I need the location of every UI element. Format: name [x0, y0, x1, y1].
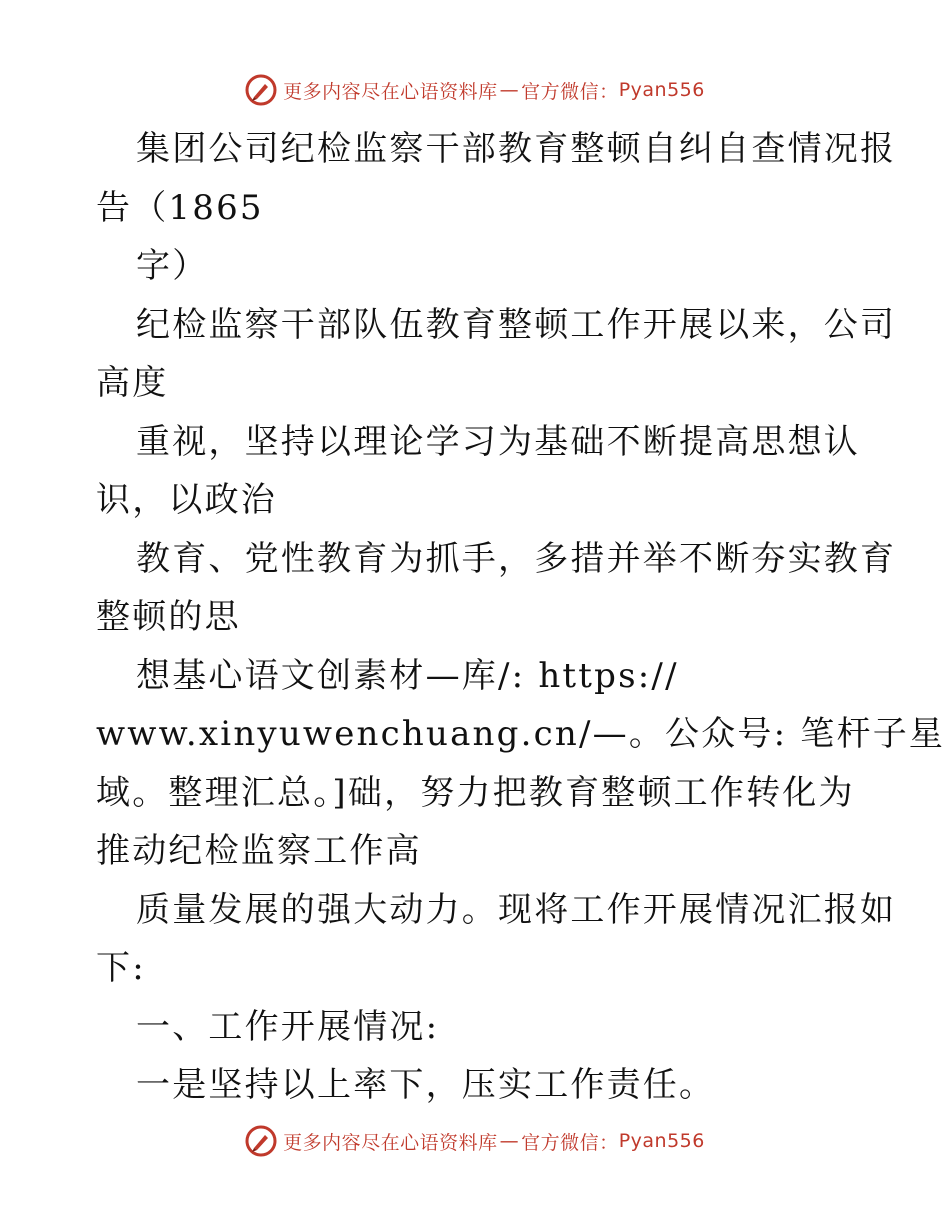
text-line: 一是坚持以上率下，压实工作责任。 — [136, 1065, 716, 1105]
watermark-dash: — — [499, 1130, 520, 1152]
text-line: 重视，坚持以理论学习为基础不断提高思想认 — [136, 421, 860, 462]
text-line: 集团公司纪检监察干部教育整顿自纠自查情况报 — [136, 129, 897, 169]
watermark-suffix: 官方微信： — [521, 80, 619, 103]
section-heading: 一、工作开展情况: — [136, 1006, 440, 1047]
text-line: 纪检监察干部队伍教育整顿工作开展以来，公司 — [136, 304, 897, 345]
pen-logo-icon — [245, 1125, 277, 1157]
watermark-handle: Pyan556 — [618, 79, 705, 101]
text-line: 识，以政治 — [96, 480, 277, 520]
text-line: 质量发展的强大动力。现将工作开展情况汇报如 — [136, 889, 897, 930]
watermark-suffix: 官方微信： — [521, 1131, 619, 1154]
text-line: 告（1865 — [96, 187, 264, 228]
text-line: 推动纪检监察工作高 — [96, 831, 422, 871]
text-line: 高度 — [96, 363, 169, 403]
text-line: 字） — [136, 246, 209, 286]
document-body — [96, 120, 946, 1115]
text-line: www.xinyuwenchuang.cn/—。公众号: 笔杆子星 — [96, 714, 946, 754]
footer-watermark — [0, 1121, 950, 1161]
watermark-text: 更多内容尽在心语资料库 — [283, 1131, 498, 1154]
watermark-text: 更多内容尽在心语资料库 — [283, 80, 498, 103]
text-line: 想基心语文创素材—库/: https:// — [136, 655, 679, 696]
text-line: 整顿的思 — [96, 597, 241, 637]
pen-logo-icon — [245, 74, 277, 106]
header-watermark — [0, 70, 950, 110]
watermark-handle: Pyan556 — [618, 1130, 705, 1152]
text-line: 教育、党性教育为抓手，多措并举不断夯实教育 — [136, 538, 897, 579]
text-line: 下: — [96, 948, 146, 988]
watermark-dash: — — [499, 79, 520, 101]
text-line: 域。整理汇总。]础，努力把教育整顿工作转化为 — [96, 772, 855, 813]
